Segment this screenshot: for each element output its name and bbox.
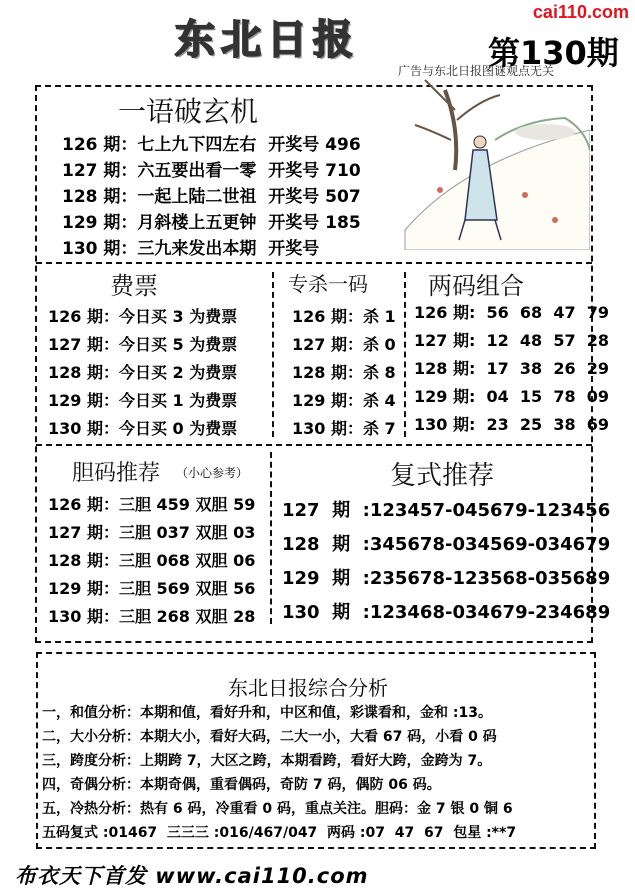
pairs-row: 128 期: 17 38 26 29	[414, 359, 609, 378]
kill-row: 128 期：杀 8	[292, 363, 396, 382]
pairs-row: 130 期: 23 25 38 69	[414, 415, 609, 434]
riddle-row: 128 期：一起上陆二世祖 开奖号 507	[62, 187, 361, 207]
bile-row: 129 期：三胆 569 双胆 56	[48, 579, 256, 598]
bile-row: 130 期：三胆 268 双胆 28	[48, 607, 256, 626]
analysis-row: 五码复式 :01467 三三三 :016/467/047 两码 :07 47 67 包星 :**7	[42, 825, 517, 841]
masthead-title: 东北日报	[175, 16, 359, 63]
analysis-row: 五，冷热分析：热有 6 码，冷重看 0 码，重点关注。胆码：金 7 银 0 铜 6	[42, 801, 513, 817]
divider	[36, 444, 592, 446]
pairs-row: 126 期: 56 68 47 79	[414, 303, 609, 322]
free-row: 129 期：今日买 1 为费票	[48, 391, 238, 410]
pairs-row: 129 期: 04 15 78 09	[414, 387, 609, 406]
brand-url[interactable]: cai110.com	[532, 2, 629, 22]
riddle-row: 126 期：七上九下四左右 开奖号 496	[62, 135, 361, 155]
analysis-row: 二，大小分析：本期大小，看好大码，二大一小，大看 67 码，小看 0 码	[42, 729, 497, 745]
analysis-title: 东北日报综合分析	[228, 676, 388, 700]
free-row: 126 期：今日买 3 为费票	[48, 307, 238, 326]
pairs-title: 两码组合	[428, 272, 524, 300]
kill-row: 130 期：杀 7	[292, 419, 396, 438]
divider	[36, 262, 592, 264]
compound-row: 127 期 :123457-045679-123456	[282, 500, 611, 521]
kill-title: 专杀一码	[288, 272, 368, 296]
free-row: 130 期：今日买 0 为费票	[48, 419, 238, 438]
scholar-illustration	[385, 70, 590, 250]
riddle-row: 129 期：月斜楼上五更钟 开奖号 185	[62, 213, 361, 233]
compound-row: 129 期 :235678-123568-035689	[282, 568, 611, 589]
compound-row: 128 期 :345678-034569-034679	[282, 534, 611, 555]
footer-banner[interactable]: 布衣天下首发 www.cai110.com	[15, 864, 369, 888]
analysis-row: 一，和值分析：本期和值，看好升和，中区和值，彩谍看和，金和 :13。	[42, 705, 492, 721]
divider	[270, 452, 272, 624]
pairs-row: 127 期: 12 48 57 28	[414, 331, 609, 350]
bile-row: 126 期：三胆 459 双胆 59	[48, 495, 256, 514]
riddle-row: 127 期：六五要出看一零 开奖号 710	[62, 161, 361, 181]
compound-title: 复式推荐	[390, 461, 495, 491]
bile-row: 127 期：三胆 037 双胆 03	[48, 523, 256, 542]
issue-number: 第130期	[488, 34, 619, 72]
bile-title: 胆码推荐	[72, 461, 161, 486]
bile-note: （小心参考）	[176, 466, 249, 480]
riddle-title: 一语破玄机	[118, 95, 259, 128]
disclaimer: 广告与东北日报图谜观点无关	[398, 64, 555, 78]
riddle-row: 130 期：三九来发出本期 开奖号	[62, 239, 320, 259]
kill-row: 126 期：杀 1	[292, 307, 396, 326]
kill-row: 129 期：杀 4	[292, 391, 396, 410]
bile-row: 128 期：三胆 068 双胆 06	[48, 551, 256, 570]
free-title: 费票	[110, 272, 158, 300]
analysis-row: 四，奇偶分析：本期奇偶，重看偶码，奇防 7 码，偶防 06 码。	[42, 777, 441, 793]
divider	[272, 272, 274, 437]
divider	[404, 272, 406, 437]
analysis-row: 三，跨度分析：上期跨 7，大区之跨，本期看跨，看好大跨，金跨为 7。	[42, 753, 492, 769]
free-row: 127 期：今日买 5 为费票	[48, 335, 238, 354]
free-row: 128 期：今日买 2 为费票	[48, 363, 238, 382]
kill-row: 127 期：杀 0	[292, 335, 396, 354]
compound-row: 130 期 :123468-034679-234689	[282, 602, 611, 623]
